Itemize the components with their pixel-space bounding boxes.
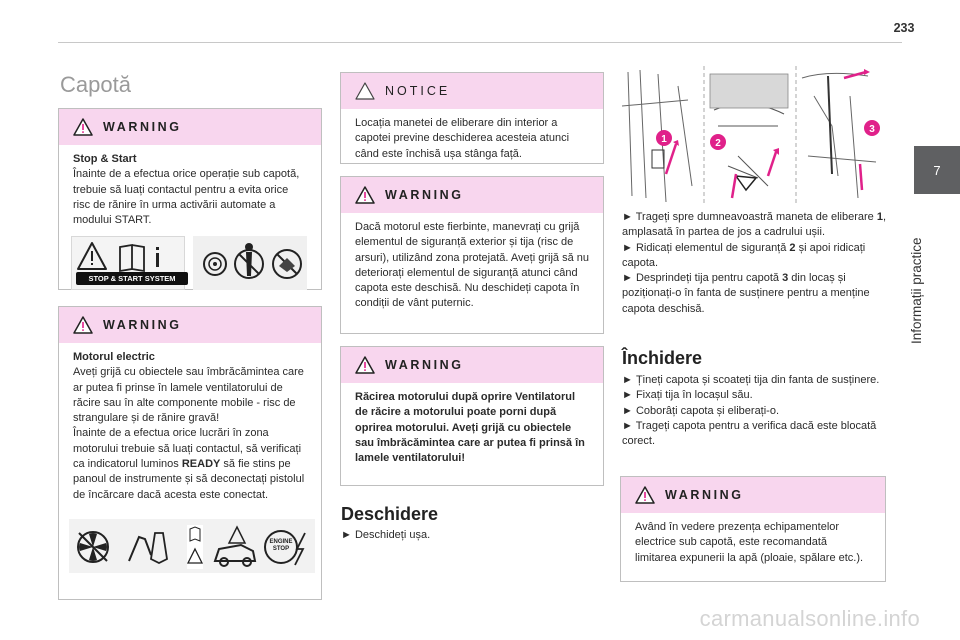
warning-label: WARNING	[665, 488, 744, 502]
warning-box-cooling-fan	[340, 346, 604, 486]
opening-steps	[622, 210, 890, 317]
warning-label: WARNING	[103, 318, 182, 332]
close-step-2: ► Fixați tija în locașul său.	[622, 389, 753, 402]
notice-box	[340, 72, 604, 164]
fan-belt-icon	[193, 236, 307, 290]
step-1: ► Trageți spre dumneavoastră maneta de eliberare 1, amplasată în partea de jos a cadrului ușii.	[622, 211, 887, 239]
chapter-title-wrap	[906, 204, 928, 344]
electric-motor-pictogram-strip	[69, 519, 315, 573]
header-divider	[58, 42, 902, 43]
warning-book-icon	[72, 239, 192, 273]
step-2: ► Ridicați elementul de siguranță 2 și apoi ridicați capota.	[622, 241, 866, 269]
warning-text: Înainte de a efectua orice operație sub capotă, trebuie să luați contactul pentru a evita orice risc de rănire în urma activării automate a modului START.	[73, 168, 300, 227]
warning-text: Având în vedere prezența echipamentelor electrice sub capotă, este recomandată limitarea expunerii la apă (ploaie, spălare etc.).	[635, 521, 864, 564]
close-step-3: ► Coborâți capota și eliberați-o.	[622, 404, 780, 417]
warning-triangle-icon	[635, 486, 655, 504]
deschidere-step: ► Deschideți ușa.	[341, 529, 431, 541]
warning-text: Înainte de a efectua orice lucrări în zona motorului trebuie să luați contactul, să verificați ca indicatorul luminos READY să fie stins pe panoul de instrumente și să deconectați pistolul de încărcare dacă acesta este conectat.	[73, 427, 305, 501]
notice-header	[341, 73, 603, 109]
page-number: 233	[893, 21, 915, 35]
section-title-capota: Capotă	[60, 72, 131, 97]
notice-text: Locația manetei de eliberare din interior a capotei previne deschiderea acesteia atunci când este închisă ușa stânga față.	[355, 117, 570, 160]
stop-start-pictogram	[71, 236, 185, 290]
warning-box-hot-engine	[340, 176, 604, 334]
warning-label: WARNING	[385, 358, 464, 372]
callout-3-number: 3	[869, 124, 875, 135]
notice-body	[341, 109, 603, 170]
pictogram-strip	[71, 236, 307, 290]
warning-body	[59, 145, 321, 298]
warning-triangle-icon	[355, 356, 375, 374]
notice-triangle-icon	[355, 82, 375, 100]
warning-box-electric-motor	[58, 306, 322, 600]
callout-1-number: 1	[661, 134, 667, 145]
stop-start-label: STOP & START SYSTEM	[76, 272, 188, 285]
warning-header	[59, 109, 321, 145]
engine-stop-label: ENGINE STOP	[269, 538, 293, 552]
warning-body	[341, 213, 603, 320]
warning-text: Răcirea motorului după oprire Ventilatorul de răcire a motorului poate porni după oprirea motorului. Aveți grijă cu obiectele sau îmbrăcămintea care ar putea fi prinsă în lamele ventilatorului!	[355, 391, 585, 465]
close-step-4: ► Trageți capota pentru a verifica dacă este blocată corect.	[622, 419, 877, 448]
warning-header	[341, 177, 603, 213]
notice-label: NOTICE	[385, 84, 451, 98]
warning-triangle-icon	[73, 316, 93, 334]
callout-2-number: 2	[715, 138, 721, 149]
warning-body	[621, 513, 885, 574]
warning-heading: Stop & Start	[73, 153, 137, 165]
warning-header	[341, 347, 603, 383]
heading-inchidere: Închidere	[622, 348, 703, 368]
warning-triangle-icon	[73, 118, 93, 136]
warning-heading: Motorul electric	[73, 351, 155, 363]
footer-watermark: carmanualsonline.info	[699, 606, 920, 631]
warning-label: WARNING	[103, 120, 182, 134]
warning-text: Dacă motorul este fierbinte, manevrați cu grijă elementul de siguranță exterior și tija (risc de arsuri), utilizând zona protejată. Aveți grijă să nu deteriorați elementul de siguranță atunci când capota este deschisă. Nu deschideți capota în condiții de vânt puternic.	[355, 221, 589, 310]
warning-triangle-icon	[355, 186, 375, 204]
warning-label: WARNING	[385, 188, 464, 202]
closing-steps	[622, 373, 890, 449]
warning-header	[59, 307, 321, 343]
warning-header	[621, 477, 885, 513]
chapter-title: Informații practice	[909, 237, 924, 344]
warning-box-electrical	[620, 476, 886, 582]
warning-text: Aveți grijă cu obiectele sau îmbrăcămintea care ar putea fi prinse în lamele ventilatorului de răcire sau în alte componente mobile - risc de strangulare și de rănire gravă!	[73, 366, 304, 425]
warning-body	[59, 343, 321, 581]
heading-deschidere: Deschidere	[341, 504, 439, 524]
chapter-tab[interactable]: 7	[914, 146, 960, 194]
hood-opening-diagram	[618, 66, 884, 204]
warning-box-stop-start	[58, 108, 322, 290]
close-step-1: ► Țineți capota și scoateți tija din fanta de susținere.	[622, 374, 880, 386]
fan-no-objects-pictogram	[193, 236, 307, 290]
step-3: ► Desprindeți tija pentru capotă 3 din locaș și poziționați-o în fanta de susținere pentru a menține capota deschisă.	[622, 272, 870, 315]
warning-body	[341, 383, 603, 474]
